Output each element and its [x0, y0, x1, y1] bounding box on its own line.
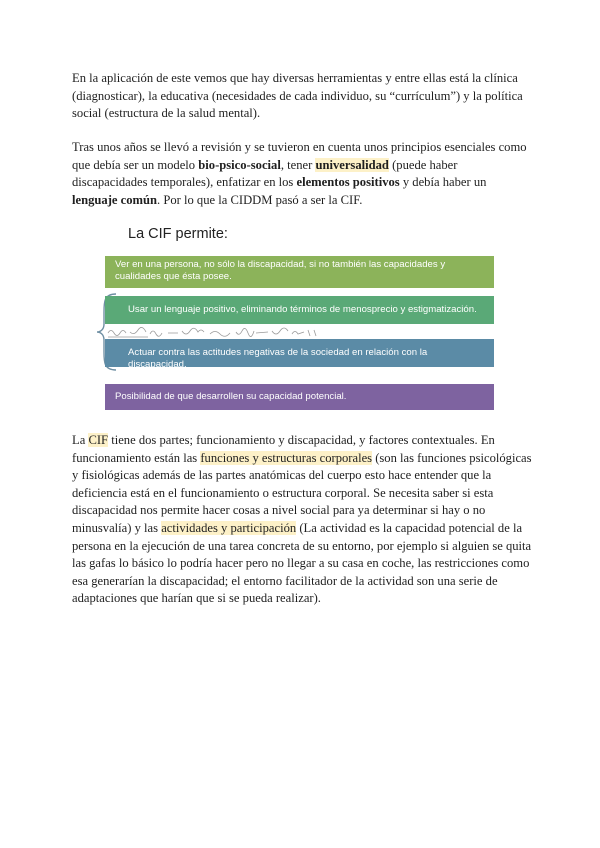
- bold-term-elementos-positivos: elementos positivos: [296, 175, 400, 190]
- paragraph-revision: [72, 139, 534, 209]
- cif-diagram: [96, 226, 498, 416]
- highlight-funciones-estructuras: funciones y estructuras corporales: [200, 450, 373, 465]
- bold-term-lenguaje-comun: lenguaje común: [72, 192, 158, 207]
- text-segment: , tener: [280, 157, 316, 172]
- faded-handwriting: [106, 325, 322, 339]
- paragraph-cif-parts: [72, 432, 534, 608]
- text-segment: (son las funciones psicológicas y fisiológicas además de las partes anatómicas del cuerpo esto hace entender que la deficiencia está en el funcionamiento o estructura corporal. Se necesita saber si esta discapacidad nos permite hacer cosas a nivel social para ya determinar si hay o no minusvalía) y las: [72, 450, 532, 535]
- diagram-item-3: Actuar contra las actitudes negativas de la sociedad en relación con la discapacidad.: [105, 339, 494, 367]
- text-segment: tiene dos partes; funcionamiento y discapacidad, y factores contextuales. En funcionamiento están las: [72, 433, 495, 465]
- bold-term-biopsicosocial: bio-psico-social: [198, 157, 281, 172]
- diagram-item-4: Posibilidad de que desarrollen su capacidad potencial.: [105, 384, 494, 410]
- text-segment: Tras unos años se llevó a revisión y se tuvieron en cuenta unos principios esenciales como que debía ser un modelo: [72, 140, 527, 172]
- text-segment: (puede haber discapacidades temporales), enfatizar en los: [72, 157, 458, 190]
- text-segment: . Por lo que la CIDDM pasó a ser la CIF.: [157, 192, 363, 207]
- diagram-item-1: Ver en una persona, no sólo la discapacidad, si no también las capacidades y cualidades que ésta posee.: [105, 256, 494, 288]
- paragraph-applications: En la aplicación de este vemos que hay diversas herramientas y entre ellas está la clínica (diagnosticar), la educativa (necesidades de cada individuo, su “currículum”) y la política social (estructura de la salud mental).: [72, 71, 523, 121]
- diagram-item-2: Usar un lenguaje positivo, eliminando términos de menosprecio y estigmatización.: [105, 296, 494, 324]
- text-segment: La: [72, 433, 89, 447]
- highlight-actividades-participacion: actividades y participación: [161, 520, 297, 535]
- text-segment: y debía haber un: [399, 175, 487, 190]
- bold-term-universalidad: universalidad: [315, 157, 389, 172]
- highlight-cif: CIF: [88, 433, 109, 447]
- text-segment: (La actividad es la capacidad potencial de la persona en la ejecución de una tarea concreta de su entorno, por ejemplo si alguien se quita las gafas lo básico lo podría hacer pero no llegar a su casa en coche, las restricciones como esa generarían la discapacidad; el entorno facilitador de la actividad son una serie de adaptaciones que harían que si se pueda realizar).: [72, 520, 532, 606]
- diagram-title: La CIF permite:: [128, 226, 228, 242]
